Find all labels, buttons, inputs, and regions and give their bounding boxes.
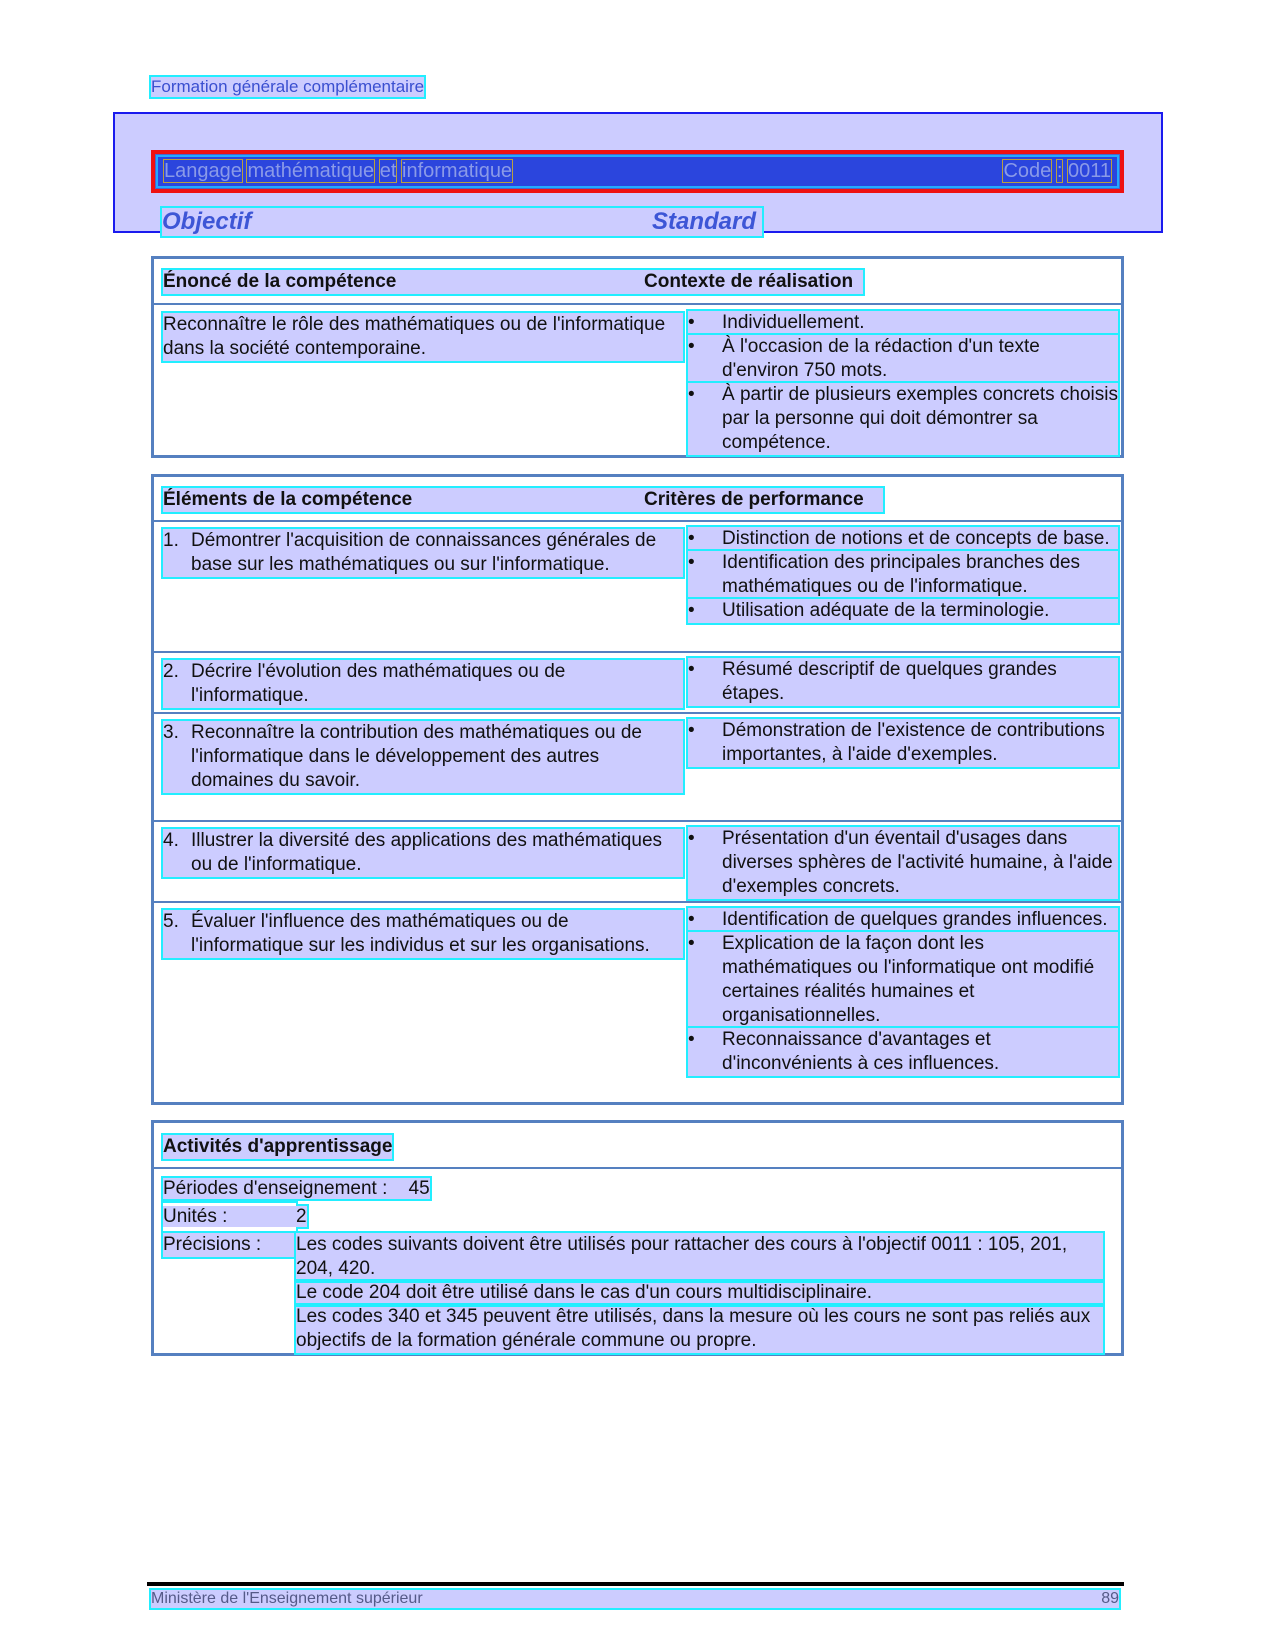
- elements-col-right: Critères de performance: [644, 489, 864, 510]
- element-text: [163, 910, 683, 958]
- element-number: 4.: [163, 830, 179, 851]
- element-description: Évaluer l'influence des mathématiques ou de l'informatique sur les individus et sur les organisations.: [191, 911, 650, 956]
- title-word: mathématique: [247, 160, 375, 182]
- criterion-item: • Reconnaissance d'avantages et d'inconvénients à ces influences.: [688, 1028, 1118, 1076]
- standard-heading: Standard: [652, 208, 757, 235]
- criteria-list: [688, 527, 1118, 623]
- page-number: 89: [1101, 1590, 1119, 1607]
- competence-col-right: Contexte de réalisation: [644, 271, 854, 292]
- element-row: [154, 903, 1121, 1103]
- element-description: Illustrer la diversité des applications des mathématiques ou de l'informatique.: [191, 830, 663, 875]
- code-value: 0011: [1067, 160, 1111, 182]
- footer-ministry: Ministère de l'Enseignement supérieur: [151, 1590, 423, 1607]
- precisions-label: Précisions :: [163, 1233, 296, 1257]
- element-description: Décrire l'évolution des mathématiques ou de l'informatique.: [191, 661, 566, 706]
- criterion-item: • Identification des principales branches des mathématiques ou de l'informatique.: [688, 551, 1118, 599]
- element-description: Démontrer l'acquisition de connaissances générales de base sur les mathématiques ou sur l'informatique.: [191, 530, 657, 575]
- criterion-item: • Résumé descriptif de quelques grandes étapes.: [688, 658, 1118, 706]
- competence-table: [151, 256, 1124, 458]
- element-text: [163, 529, 683, 577]
- element-number: 2.: [163, 661, 179, 682]
- activities-table: [151, 1120, 1124, 1356]
- course-code: [1003, 160, 1111, 183]
- element-number: 3.: [163, 722, 179, 743]
- elements-col-left: Éléments de la compétence: [163, 488, 883, 512]
- element-number: 1.: [163, 530, 179, 551]
- criterion-item: • Utilisation adéquate de la terminologie.: [688, 599, 1118, 623]
- course-title: [164, 160, 512, 183]
- code-sep: :: [1056, 160, 1063, 182]
- competence-header: [154, 259, 1121, 305]
- element-text: [163, 660, 683, 708]
- precision-item: Les codes suivants doivent être utilisés pour rattacher des cours à l'objectif 0011 : 105, 201, 204, 420.: [296, 1233, 1103, 1281]
- objectif-heading: Objectif: [162, 208, 252, 235]
- units-value: 2: [296, 1206, 307, 1227]
- element-text: [163, 721, 683, 793]
- context-item: • À partir de plusieurs exemples concrets choisis par la personne qui doit démontrer sa compétence.: [688, 383, 1118, 455]
- context-item: • Individuellement.: [688, 311, 1118, 335]
- precision-item: Le code 204 doit être utilisé dans le cas d'un cours multidisciplinaire.: [296, 1281, 1103, 1305]
- program-label: Formation générale complémentaire: [151, 77, 425, 96]
- periods-line: [163, 1178, 430, 1199]
- title-word: Langage: [164, 160, 242, 182]
- criteria-list: [688, 908, 1118, 1076]
- element-row: [154, 822, 1121, 903]
- criterion-item: • Distinction de notions et de concepts de base.: [688, 527, 1118, 551]
- units-label: Unités :: [163, 1206, 228, 1227]
- title-word: informatique: [402, 160, 513, 182]
- precision-item: Les codes 340 et 345 peuvent être utilisés, dans la mesure où les cours ne sont pas reliés aux objectifs de la formation générale commune ou propre.: [296, 1305, 1103, 1353]
- code-label: Code: [1003, 160, 1052, 182]
- title-bar: [151, 150, 1124, 193]
- elements-table: [151, 474, 1124, 1105]
- periods-label: Périodes d'enseignement :: [163, 1178, 388, 1199]
- criterion-item: • Démonstration de l'existence de contributions importantes, à l'aide d'exemples.: [688, 719, 1118, 767]
- element-description: Reconnaître la contribution des mathématiques ou de l'informatique dans le développement des autres domaines du savoir.: [191, 722, 642, 791]
- context-list: [688, 311, 1118, 455]
- criteria-list: [688, 658, 1118, 706]
- title-word: et: [379, 160, 397, 182]
- element-number: 5.: [163, 911, 179, 932]
- element-row: [154, 653, 1121, 714]
- objective-standard-row: [162, 208, 762, 236]
- element-row: [154, 522, 1121, 653]
- competence-col-left: Énoncé de la compétence: [163, 270, 863, 294]
- footer-rule: [147, 1582, 1124, 1586]
- criterion-item: • Identification de quelques grandes influences.: [688, 908, 1118, 932]
- criteria-list: [688, 827, 1118, 899]
- periods-value: 45: [408, 1178, 430, 1199]
- context-item: • À l'occasion de la rédaction d'un texte d'environ 750 mots.: [688, 335, 1118, 383]
- activities-title: Activités d'apprentissage: [163, 1136, 393, 1157]
- criteria-list: [688, 719, 1118, 767]
- units-line: [163, 1206, 307, 1227]
- element-row: [154, 714, 1121, 822]
- criterion-item: • Présentation d'un éventail d'usages dans diverses sphères de l'activité humaine, à l'aide d'exemples concrets.: [688, 827, 1118, 899]
- footer: [151, 1590, 1119, 1608]
- competence-statement: Reconnaître le rôle des mathématiques ou de l'informatique dans la société contemporaine.: [163, 313, 683, 361]
- criterion-item: • Explication de la façon dont les mathématiques ou l'informatique ont modifié certaines réalités humaines et organisationnelles.: [688, 932, 1118, 1028]
- element-text: [163, 829, 683, 877]
